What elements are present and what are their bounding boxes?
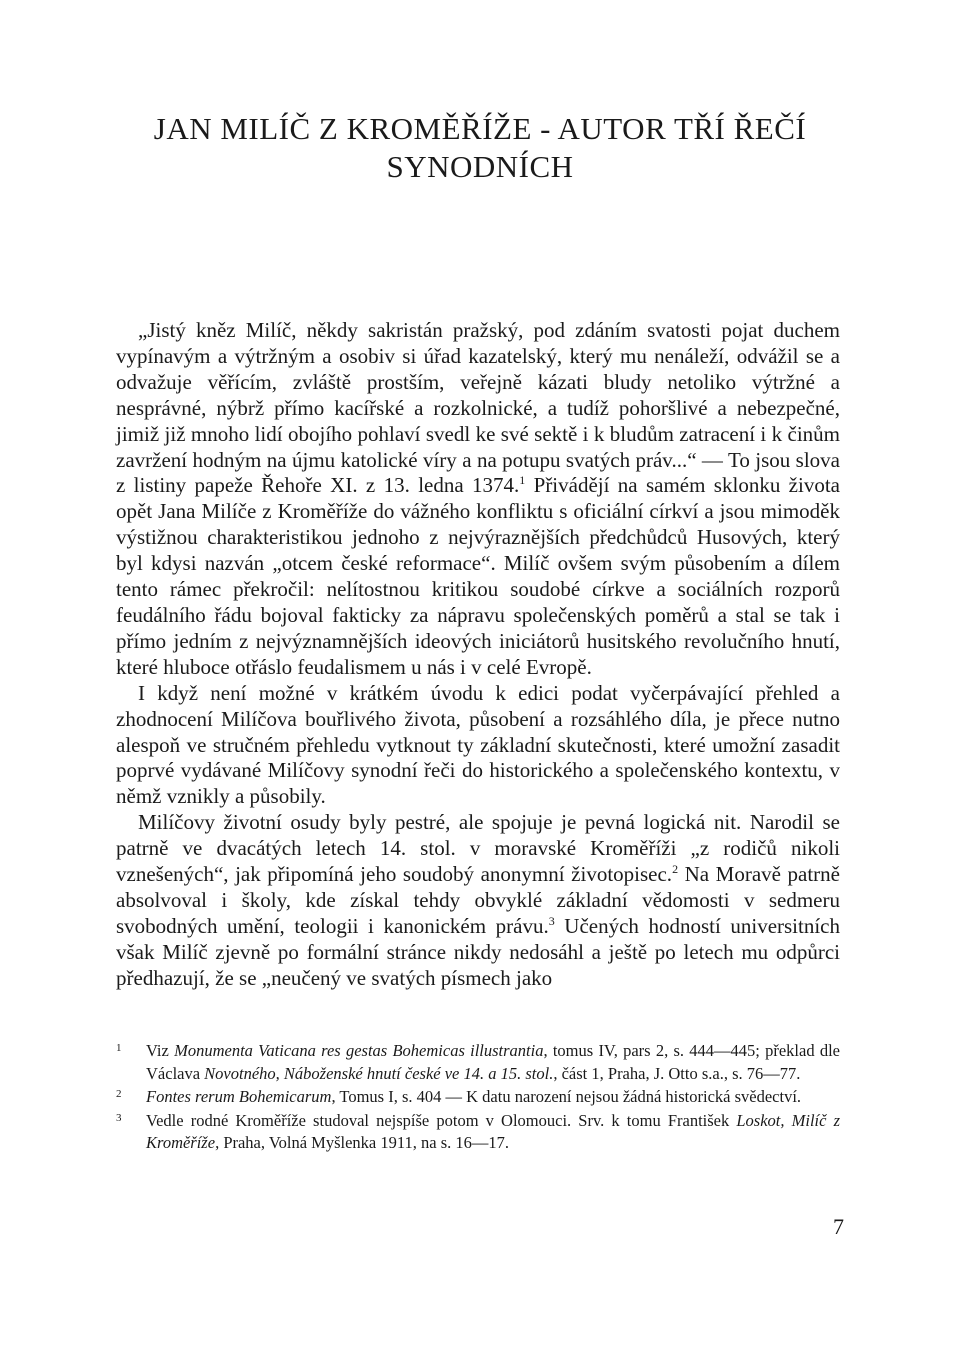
paragraph-3-continuation: Učených hodností universitních však Milíč zjevně po formální stránce nikdy nedosáhl a ještě po letech mu odpůrci předhazují, že se „neučený ve svatých písmech jako: [116, 913, 841, 990]
footnote-3-text: [146, 1110, 840, 1155]
footnote-1-text-c: , část 1, Praha, J. Otto s.a., s. 76—77.: [553, 1063, 801, 1083]
paragraph-3-text: Milíčovy životní osudy byly pestré, ale spojuje je pevná logická nit. Narodil se patrně ve dvacátých letech 14. stol. v moravské Kroměříži „z rodičů nikoli vznešených“, jak připomíná jeho soudobý anonymní životopisec.: [116, 810, 840, 887]
footnote-2-text: [146, 1086, 840, 1109]
page-number: 7: [833, 1214, 844, 1239]
paragraph-3-middle: Na Moravě patrně absolvoval i školy, kde získal tehdy obvyklé základní vědomosti v sedmeru svobodných umění, teologii i kanonickém právu.: [116, 862, 840, 938]
footnote-ref-1: 1: [519, 473, 526, 488]
body-text: [116, 318, 840, 992]
footnote-2: [116, 1086, 840, 1109]
footnote-ref-3: 3: [548, 913, 555, 928]
footnote-1-title-a: Monumenta Vaticana res gestas Bohemicas illustrantia: [174, 1041, 544, 1060]
footnote-ref-2: 2: [672, 862, 679, 877]
footnote-3-title: Loskot, Milíč z Kroměříže: [146, 1110, 841, 1152]
footnote-3-mark: 3: [116, 1111, 122, 1124]
footnote-1-mark: 1: [116, 1042, 122, 1054]
paragraph-1: [116, 318, 840, 681]
paragraph-3: [116, 810, 840, 991]
chapter-title-line-2: SYNODNÍCH: [386, 149, 574, 184]
footnote-1-title-b: Novotného, Náboženské hnutí české ve 14. a 15. stol.: [204, 1063, 554, 1083]
chapter-title-line-1: JAN MILÍČ Z KROMĚŘÍŽE - AUTOR TŘÍ ŘEČÍ: [153, 111, 807, 146]
footnote-2-title: Fontes rerum Bohemicarum: [146, 1087, 332, 1106]
footnotes: [116, 1040, 840, 1156]
paragraph-1-text: „Jistý kněz Milíč, někdy sakristán pražský, pod zdáním svatosti pojat duchem vypínavým a výtržným a osobiv si úřad kazatelský, který mu nenáleží, odvážil se a odvažuje věřícím, zvláště prostším, veřejně kázati bludy netoliko výtržné a nesprávné, nýbrž přímo kacířské a rozkolnické, a tudíž pohoršlivé a nebezpečné, jimiž již mnoho lidí obojího pohlaví svedl ke své sektě i k bludům zatracení i k činům zavržení hodným na újmu katolické víry a na potupu svatých práv...“ — To jsou slova z listiny papeže Řehoře XI. z 13. ledna 1374.: [116, 318, 840, 498]
footnote-1: [116, 1040, 840, 1085]
footnote-3: [116, 1110, 840, 1155]
footnote-1-text-b: , tomus IV, pars 2, s. 444—445; překlad dle Václava: [146, 1041, 840, 1083]
chapter-title: [100, 110, 860, 186]
footnote-2-mark: 2: [116, 1088, 122, 1100]
footnote-3-text-a: Vedle rodné Kroměříže studoval nejspíše potom v Olomouci. Srv. k tomu František: [146, 1110, 737, 1130]
footnote-1-text-a: Viz: [146, 1041, 175, 1060]
paragraph-1-continuation: Přivádějí na samém sklonku života opět Jana Milíče z Kroměříže do vážného konfliktu s oficiální církví a jsou mimoděk výstižnou charakteristikou jednoho z nejvýraznějších předchůdců Husových, který byl kdysi nazván „otcem české reformace“. Milíč ovšem svým působením a dílem tento rámec překročil: nelítostnou kritikou soudobé církve a sociálních rozporů feudálního řádu bojoval fakticky za nápravu společenských poměrů a stal se tak i přímo jedním z nejvýznamnějších ideových iniciátorů husitského revolučního hnutí, které hluboce otřáslo feudalismem u nás i v celé Evropě.: [116, 473, 840, 679]
footnote-3-text-b: , Praha, Volná Myšlenka 1911, na s. 16—17.: [215, 1133, 509, 1152]
paragraph-2: I když není možné v krátkém úvodu k edici podat vyčerpávající přehled a zhodnocení Milíčova bouřlivého života, působení a rozsáhlého díla, je přece nutno alespoň ve stručném přehledu vytknout ty základní skutečnosti, které umožní zasadit poprvé vydávané Milíčovy synodní řeči do historického a společenského kontextu, v němž vznikly a působily.: [116, 680, 840, 809]
footnote-1-text: [146, 1040, 840, 1085]
footnote-2-text-b: , Tomus I, s. 404 — K datu narození nejsou žádná historická svědectví.: [331, 1087, 802, 1106]
